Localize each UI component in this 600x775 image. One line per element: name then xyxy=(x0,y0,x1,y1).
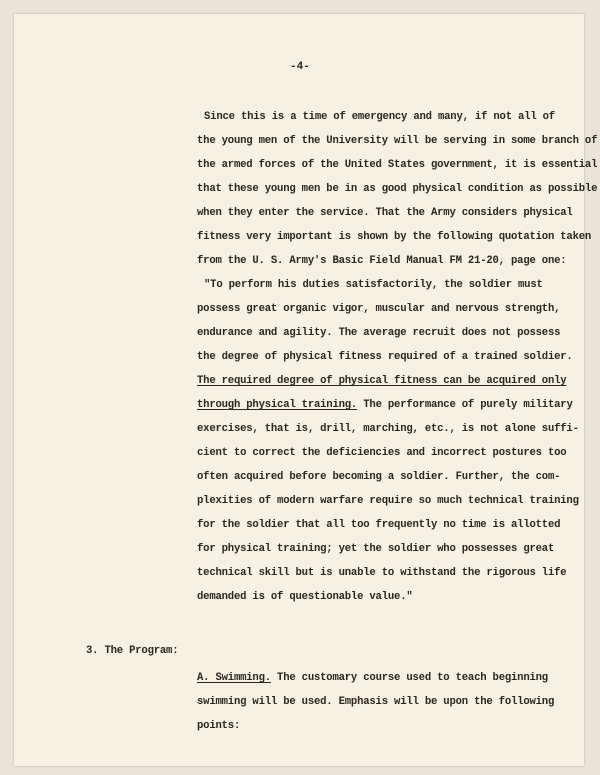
subsection-text: The customary course used to teach beginning xyxy=(270,672,548,684)
paragraph-line: when they enter the service. That the Army considers physical xyxy=(197,207,573,219)
quote-line: cient to correct the deficiencies and incorrect postures too xyxy=(197,447,567,459)
subsection-line: points: xyxy=(197,720,241,732)
quote-underlined-phrase: through physical training. xyxy=(197,399,358,411)
subsection-label: A. Swimming. xyxy=(197,672,271,684)
page-number: -4- xyxy=(290,61,310,73)
quote-line: "To perform his duties satisfactorily, the soldier must xyxy=(204,279,543,291)
paragraph-line: that these young men be in as good physical condition as possible xyxy=(197,183,598,195)
quote-line: technical skill but is unable to withstand the rigorous life xyxy=(197,567,567,579)
document-page xyxy=(14,14,598,766)
section-heading: 3. The Program: xyxy=(86,645,179,657)
quote-line: endurance and agility. The average recruit does not possess xyxy=(197,327,561,339)
quote-line-mixed xyxy=(197,398,573,412)
paragraph-line: from the U. S. Army's Basic Field Manual FM 21-20, page one: xyxy=(197,255,567,267)
quote-line: for the soldier that all too frequently no time is allotted xyxy=(197,519,561,531)
paragraph-line: fitness very important is shown by the following quotation taken xyxy=(197,231,592,243)
quote-line-tail: The performance of purely military xyxy=(357,399,573,411)
quote-line: the degree of physical fitness required of a trained soldier. xyxy=(197,351,573,363)
paragraph-line: Since this is a time of emergency and many, if not all of xyxy=(204,111,555,123)
quote-line: exercises, that is, drill, marching, etc., is not alone suffi- xyxy=(197,423,579,435)
paragraph-line: the young men of the University will be serving in some branch of xyxy=(197,135,598,147)
subsection-line: swimming will be used. Emphasis will be upon the following xyxy=(197,696,555,708)
quote-line: often acquired before becoming a soldier. Further, the com- xyxy=(197,471,561,483)
quote-line: plexities of modern warfare require so much technical training xyxy=(197,495,579,507)
subsection-line xyxy=(197,671,548,685)
quote-line: for physical training; yet the soldier who possesses great xyxy=(197,543,555,555)
quote-line: possess great organic vigor, muscular and nervous strength, xyxy=(197,303,561,315)
quote-underlined-line: The required degree of physical fitness can be acquired only xyxy=(197,375,567,387)
quote-line: demanded is of questionable value." xyxy=(197,591,413,603)
paragraph-line: the armed forces of the United States government, it is essential xyxy=(197,159,598,171)
